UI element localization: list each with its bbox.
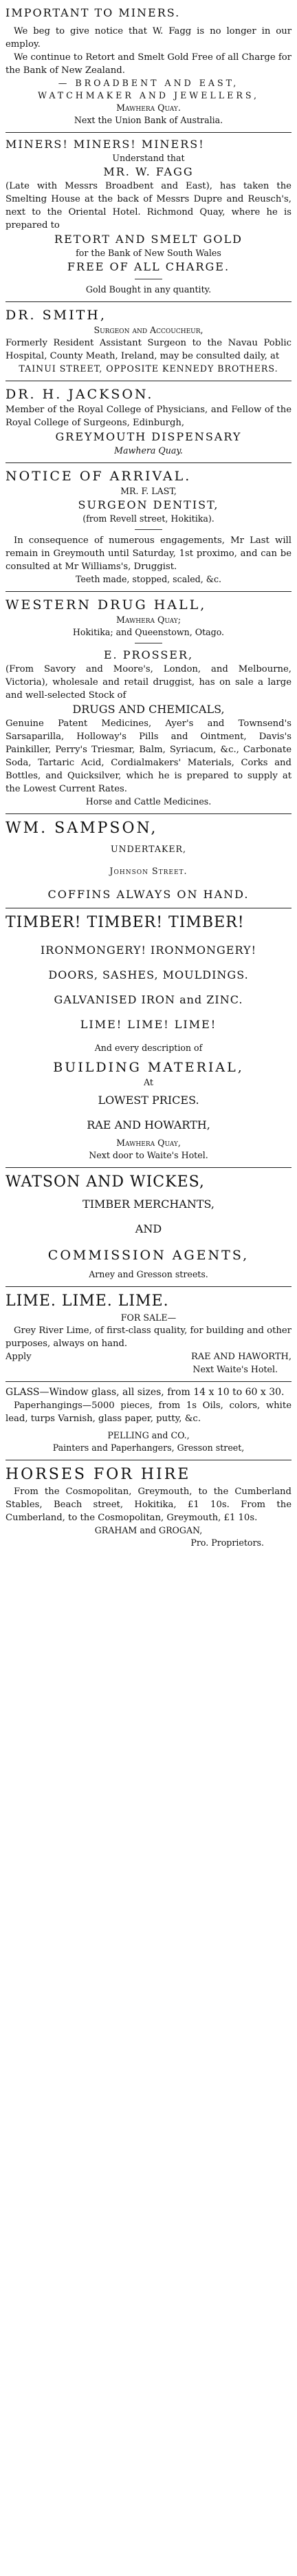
- ad-line: IRONMONGERY! IRONMONGERY!: [40, 944, 257, 957]
- ad-line: GALVANISED IRON and ZINC.: [54, 993, 243, 1006]
- ad-address: Next Waite's Hotel.: [192, 1364, 278, 1374]
- ad-name: MR. W. FAGG: [103, 165, 194, 178]
- ad-address: Next door to Waite's Hotel.: [89, 1150, 208, 1160]
- ad-heading: WESTERN DRUG HALL,: [6, 597, 207, 613]
- ad-trade: WATCHMAKER AND JEWELLERS,: [38, 90, 259, 100]
- ad-text: Teeth made, stopped, scaled, &c.: [75, 574, 222, 584]
- ad-heading: TIMBER! TIMBER! TIMBER!: [6, 914, 245, 931]
- ad-firm-name: PELLING and CO.,: [107, 1430, 190, 1440]
- ad-text: Gold Bought in any quantity.: [85, 284, 212, 295]
- ad-line: AND: [135, 1222, 162, 1235]
- ad-apply-label: Apply: [6, 1352, 32, 1362]
- ad-heading: HORSES FOR HIRE: [6, 1466, 191, 1483]
- ad-heading: DRUGS AND CHEMICALS,: [72, 703, 225, 716]
- ad-text: In consequence of numerous engagements, Mr Last will remain in Greymouth until Saturday, 1st proximo, and can be consulted at Mr Williams's, Druggist.: [6, 535, 292, 572]
- ad-address: Painters and Paperhangers, Gresson street,: [52, 1443, 245, 1453]
- ad-text: Paperhangings—5000 pieces, from 1s Oils, colors, white lead, turps Varnish, glass paper, putty, &c.: [6, 1401, 292, 1424]
- ad-sampson-undertaker: [6, 814, 292, 908]
- ad-dr-jackson: [6, 381, 292, 463]
- ad-heading: RETORT AND SMELT GOLD: [54, 233, 243, 246]
- ad-address: TAINUI STREET, OPPOSITE KENNEDY BROTHERS.: [19, 363, 278, 374]
- ad-heading: WATSON AND WICKES,: [6, 1173, 205, 1191]
- ad-text: We beg to give notice that W. Fagg is no longer in our employ.: [6, 26, 292, 50]
- ad-heading: IMPORTANT TO MINERS.: [6, 6, 181, 19]
- ad-text: From the Cosmopolitan, Greymouth, to the Cumberland Stables, Beach street, Hokitika, £1 10s. From the Cumberland, to the Cosmopolitan, Greymouth, £1 10s.: [6, 1487, 292, 1523]
- ad-heading: NOTICE OF ARRIVAL.: [6, 469, 192, 484]
- ad-address: Mawhera Quay.: [114, 445, 183, 456]
- ad-watson-wickes: [6, 1168, 292, 1287]
- ad-subheading: UNDERTAKER,: [110, 844, 187, 854]
- ad-address: Mawhera Quay.: [116, 103, 181, 113]
- ad-glass: [6, 1382, 292, 1460]
- ad-heading: GREYMOUTH DISPENSARY: [55, 430, 242, 443]
- ad-address: Hokitika; and Queenstown, Otago.: [72, 627, 225, 637]
- ad-text: Understand that: [112, 153, 185, 163]
- ad-subheading: SURGEON DENTIST,: [78, 498, 219, 511]
- ad-dr-smith: [6, 302, 292, 381]
- ad-text: for the Bank of New South Wales: [76, 248, 221, 258]
- ad-heading: DR. SMITH,: [6, 308, 107, 323]
- ad-text: (From Savory and Moore's, London, and Melbourne, Victoria), wholesale and retail druggist, has on sale a large and well-selected Stock of: [6, 664, 292, 701]
- ad-address: Next the Union Bank of Australia.: [74, 115, 223, 125]
- ad-address: Mawhera Quay;: [116, 615, 181, 625]
- ad-firm-name: — BROADBENT AND EAST,: [58, 78, 239, 88]
- ad-firm-name: RAE AND HAWORTH,: [190, 1352, 292, 1362]
- ad-heading: FREE OF ALL CHARGE.: [67, 260, 230, 273]
- ad-line: COMMISSION AGENTS,: [47, 1248, 250, 1263]
- ad-text: (from Revell street, Hokitika).: [82, 513, 214, 524]
- ad-important-to-miners: [6, 0, 292, 133]
- ad-rae-howarth-timber: [6, 908, 292, 1168]
- ad-miners-fagg: [6, 133, 292, 302]
- ad-subheading: Pro. Proprietors.: [190, 1537, 264, 1548]
- ad-address: Arney and Gresson streets.: [89, 1269, 208, 1279]
- ad-lime: [6, 1287, 292, 1382]
- ad-line: And every description of: [94, 1043, 203, 1053]
- ad-line: LOWEST PRICES.: [98, 1094, 199, 1107]
- ad-firm-name: GRAHAM and GROGAN,: [94, 1525, 203, 1535]
- ad-address: Mawhera Quay,: [116, 1138, 181, 1148]
- ad-heading: GLASS—Window glass, all sizes, from 14 x 10 to 60 x 30.: [6, 1387, 285, 1398]
- ad-heading: WM. SAMPSON,: [6, 820, 158, 837]
- ad-heading: DR. H. JACKSON.: [6, 387, 154, 402]
- ad-line: DOORS, SASHES, MOULDINGS.: [48, 968, 249, 981]
- ad-address: Johnson Street.: [109, 866, 188, 876]
- newspaper-page: [6, 0, 292, 1555]
- ad-text: Horse and Cattle Medicines.: [85, 796, 212, 807]
- ad-line: TIMBER MERCHANTS,: [82, 1197, 214, 1211]
- ad-western-drug-hall: [6, 592, 292, 814]
- ad-heading: LIME. LIME. LIME.: [6, 1292, 169, 1310]
- ad-name: E. PROSSER,: [103, 648, 194, 661]
- ad-text: (Late with Messrs Broadbent and East), has taken the Smelting House at the back of Messrs Dupre and Reusch's, next to the Oriental Hotel. Richmond Quay, where he is prepared to: [6, 181, 292, 231]
- ad-line: LIME! LIME! LIME!: [80, 1018, 217, 1031]
- ad-text: Grey River Lime, of first-class quality, for building and other purposes, always on hand.: [6, 1326, 292, 1349]
- ad-firm-name: RAE AND HOWARTH,: [87, 1118, 210, 1131]
- ad-heading: MINERS! MINERS! MINERS!: [6, 138, 205, 151]
- ad-horses-for-hire: [6, 1460, 292, 1555]
- ad-subheading: FOR SALE—: [120, 1312, 177, 1323]
- ad-name: MR. F. LAST,: [120, 486, 177, 496]
- ad-line: BUILDING MATERIAL,: [53, 1060, 244, 1075]
- ad-text: Genuine Patent Medicines, Ayer's and Townsend's Sarsaparilla, Holloway's Pills and Ointment, Davis's Painkiller, Perry's Triesmar, Balm, Syriacum, &c., Carbonate Soda, Tartaric Acid, Cordialmakers' Materials, Corks and Bottles, and Quicksilver, which he is prepared to supply at the Lowest Current Rates.: [6, 718, 292, 794]
- ad-heading: COFFINS ALWAYS ON HAND.: [47, 888, 250, 901]
- ad-line: At: [144, 1077, 153, 1087]
- ad-text: Formerly Resident Assistant Surgeon to the Navau Poblic Hospital, County Meath, Ireland, may be consulted daily, at: [6, 338, 292, 361]
- ad-subheading: Surgeon and Accoucheur,: [94, 325, 204, 335]
- ad-notice-of-arrival: [6, 463, 292, 592]
- ad-text: Member of the Royal College of Physicians, and Fellow of the Royal College of Surgeons, Edinburgh,: [6, 405, 292, 428]
- ad-text: We continue to Retort and Smelt Gold Free of all Charge for the Bank of New Zealand.: [6, 52, 292, 76]
